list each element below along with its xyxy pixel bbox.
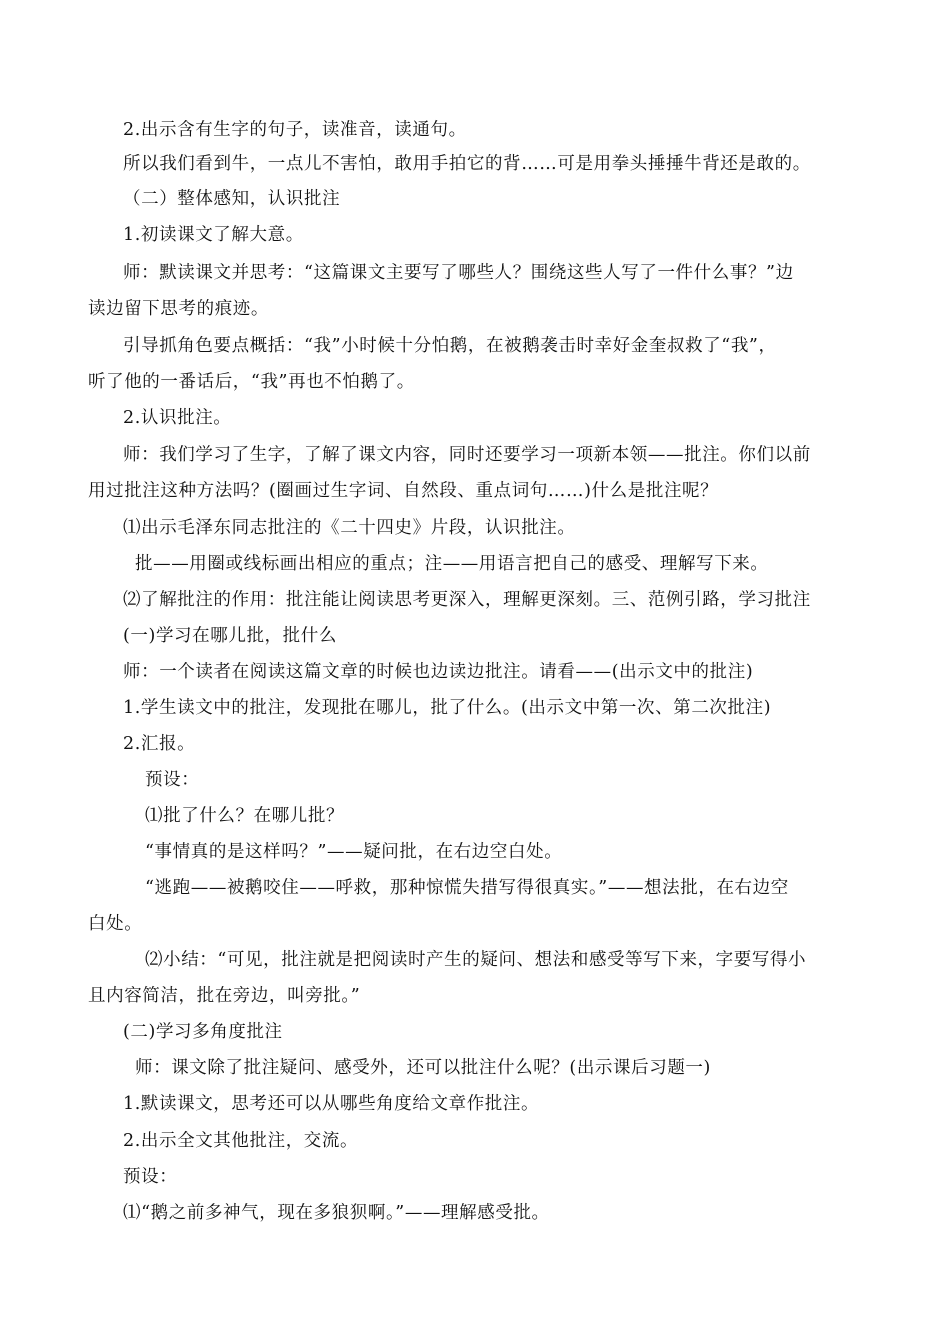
text-line: 师：我们学习了生字，了解了课文内容，同时还要学习一项新本领——批注。你们以前 [123,445,811,465]
text-line: 2.出示全文其他批注，交流。 [123,1131,359,1151]
text-line: 白处。 [88,914,143,934]
text-line: 1.默读课文，思考还可以从哪些角度给文章作批注。 [123,1094,540,1114]
text-line: “事情真的是这样吗？”——疑问批，在右边空白处。 [145,842,563,862]
text-line: 师：一个读者在阅读这篇文章的时候也边读边批注。请看——(出示文中的批注) [123,662,754,682]
text-line: “逃跑——被鹅咬住——呼救，那种惊慌失措写得很真实。”——想法批，在右边空 [145,878,789,898]
text-line: 1.学生读文中的批注，发现批在哪儿，批了什么。(出示文中第一次、第二次批注) [123,698,772,718]
text-line: ⑴批了什么？在哪儿批？ [145,806,345,826]
text-line: 用过批注这种方法吗？(圈画过生字词、自然段、重点词句……)什么是批注呢？ [88,481,719,501]
text-line: 预设： [123,1167,178,1187]
text-line: 1.初读课文了解大意。 [123,225,304,245]
text-line: 听了他的一番话后，“我”再也不怕鹅了。 [88,372,415,392]
text-line: 2.汇报。 [123,734,196,754]
text-line: 师：默读课文并思考：“这篇课文主要写了哪些人？围绕这些人写了一件什么事？”边 [123,263,794,283]
text-line: 2.认识批注。 [123,408,232,428]
text-line: ⑴出示毛泽东同志批注的《二十四史》片段，认识批注。 [123,518,576,538]
text-line: 读边留下思考的痕迹。 [88,299,269,319]
text-line: ⑴“鹅之前多神气，现在多狼狈啊。”——理解感受批。 [123,1203,550,1223]
text-line: 预设： [145,770,200,790]
section-heading: (二)学习多角度批注 [123,1022,283,1042]
section-heading: (一)学习在哪儿批，批什么 [123,626,337,646]
text-line: 引导抓角色要点概括：“我”小时候十分怕鹅，在被鹅袭击时幸好金奎叔救了“我”， [123,336,777,356]
text-line: 批——用圈或线标画出相应的重点；注——用语言把自己的感受、理解写下来。 [135,554,769,574]
text-line: 且内容简洁，批在旁边，叫旁批。” [88,986,361,1006]
text-line: 所以我们看到牛，一点儿不害怕，敢用手拍它的背……可是用拳头捶捶牛背还是敢的。 [123,154,811,174]
text-line: ⑵小结：“可见，批注就是把阅读时产生的疑问、想法和感受等写下来，字要写得小 [145,950,807,970]
text-line: 2.出示含有生字的句子，读准音，读通句。 [123,120,467,140]
text-line: 师：课文除了批注疑问、感受外，还可以批注什么呢？(出示课后习题一) [135,1058,711,1078]
text-line: ⑵了解批注的作用：批注能让阅读思考更深入，理解更深刻。三、范例引路，学习批注 [123,590,811,610]
section-heading: （二）整体感知，认识批注 [123,189,341,209]
